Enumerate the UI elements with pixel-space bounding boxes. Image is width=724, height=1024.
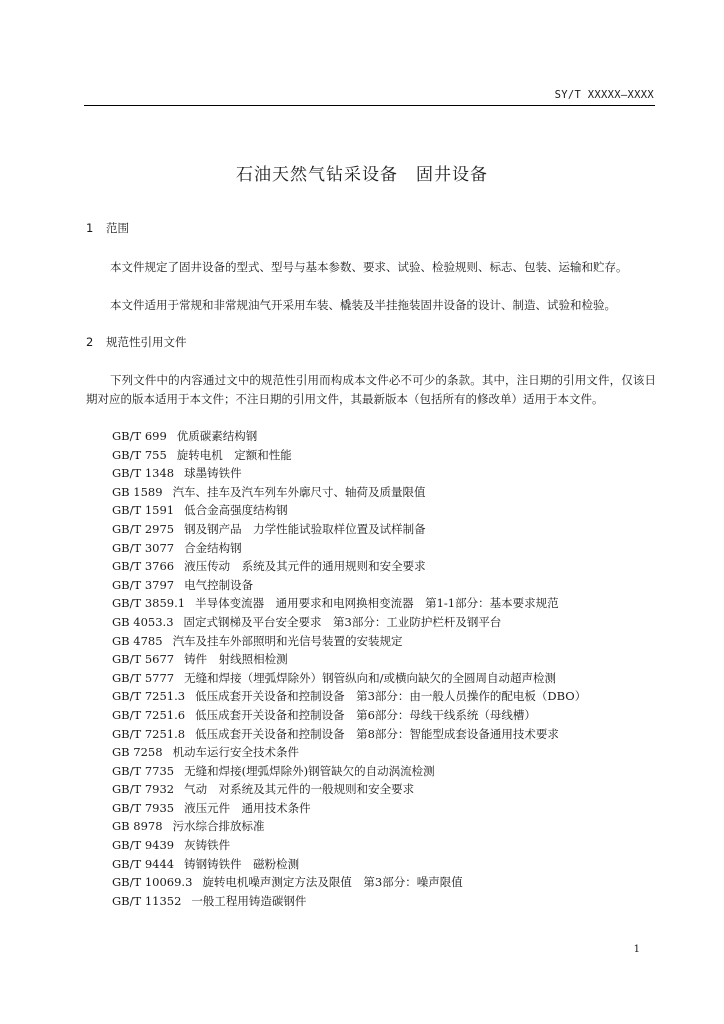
reference-item <box>112 725 672 744</box>
reference-item <box>112 650 672 669</box>
reference-code: GB 4785 <box>112 633 163 648</box>
reference-title: 无缝和焊接（埋弧焊除外）钢管纵向和/或横向缺欠的全圆周自动超声检测 <box>184 670 556 685</box>
reference-code: GB/T 1591 <box>112 503 175 518</box>
section-number: 2 <box>86 335 94 349</box>
reference-code: GB/T 7935 <box>112 800 175 815</box>
reference-title: 优质碳素结构钢 <box>176 429 258 443</box>
reference-title: 一般工程用铸造碳钢件 <box>191 893 307 908</box>
reference-code: GB/T 7251.8 <box>112 726 186 741</box>
document-title: 石油天然气钻采设备 固井设备 <box>236 165 488 185</box>
reference-code: GB 4053.3 <box>112 614 174 629</box>
reference-code: GB/T 699 <box>112 429 167 443</box>
section-title: 规范性引用文件 <box>106 335 187 349</box>
reference-item <box>112 557 672 576</box>
reference-code: GB/T 3766 <box>112 559 175 574</box>
reference-title: 液压传动 系统及其元件的通用规则和安全要求 <box>184 559 426 574</box>
reference-item <box>112 799 672 818</box>
reference-item <box>112 613 672 632</box>
reference-title: 无缝和焊接(埋弧焊除外)钢管缺欠的自动涡流检测 <box>184 763 435 778</box>
scope-paragraph-2: 本文件适用于常规和非常规油气开采用车装、橇装及半挂拖装固井设备的设计、制造、试验和检验。 <box>110 298 616 312</box>
reference-code: GB 1589 <box>112 484 163 499</box>
reference-code: GB/T 5677 <box>112 652 175 667</box>
reference-item <box>112 594 672 613</box>
reference-code: GB/T 7735 <box>112 763 175 778</box>
reference-code: GB/T 1348 <box>112 466 175 481</box>
reference-item <box>112 892 672 911</box>
reference-item <box>112 873 672 892</box>
reference-title: 旋转电机噪声测定方法及限值 第3部分：噪声限值 <box>202 875 463 890</box>
reference-code: GB/T 10069.3 <box>112 875 193 890</box>
scope-paragraph-1: 本文件规定了固井设备的型式、型号与基本参数、要求、试验、检验规则、标志、包装、运输和贮存。 <box>110 260 628 274</box>
reference-title: 半导体变流器 通用要求和电网换相变流器 第1-1部分：基本要求规范 <box>195 596 559 611</box>
reference-title: 汽车、挂车及汽车列车外廓尺寸、轴荷及质量限值 <box>172 484 426 499</box>
reference-title: 低压成套开关设备和控制设备 第3部分：由一般人员操作的配电板（DBO） <box>195 689 587 704</box>
reference-code: GB/T 5777 <box>112 670 175 685</box>
reference-code: GB 8978 <box>112 819 163 834</box>
reference-title: 低压成套开关设备和控制设备 第6部分：母线干线系统（母线槽） <box>195 707 536 722</box>
reference-title: 铸钢铸铁件 磁粉检测 <box>184 856 300 871</box>
reference-title: 灰铸铁件 <box>184 838 231 853</box>
reference-item <box>112 464 672 483</box>
standard-code: SY/T XXXXX—XXXX <box>554 89 654 101</box>
reference-code: GB/T 7251.3 <box>112 689 186 704</box>
reference-item <box>112 669 672 688</box>
reference-title: 低压成套开关设备和控制设备 第8部分：智能型成套设备通用技术要求 <box>195 726 559 741</box>
reference-title: 机动车运行安全技术条件 <box>172 745 300 760</box>
reference-title: 铸件 射线照相检测 <box>184 652 288 667</box>
references-intro: 下列文件中的内容通过文中的规范性引用而构成本文件必不可少的条款。其中，注日期的引用文件，仅该日期对应的版本适用于本文件；不注日期的引用文件，其最新版本（包括所有的修改单）适用于本文件。 <box>86 373 656 406</box>
reference-code: GB/T 2975 <box>112 521 175 536</box>
reference-title: 汽车及挂车外部照明和光信号装置的安装规定 <box>172 633 403 648</box>
reference-list <box>112 427 672 910</box>
section-title: 范围 <box>106 221 129 235</box>
reference-title: 电气控制设备 <box>184 577 254 592</box>
reference-item <box>112 501 672 520</box>
reference-title: 钢及钢产品 力学性能试验取样位置及试样制备 <box>184 521 426 536</box>
reference-code: GB/T 7251.6 <box>112 707 186 722</box>
reference-title: 低合金高强度结构钢 <box>184 503 288 518</box>
reference-title: 液压元件 通用技术条件 <box>184 800 311 815</box>
page-number: 1 <box>633 944 640 955</box>
reference-item <box>112 687 672 706</box>
reference-item <box>112 780 672 799</box>
reference-item <box>112 576 672 595</box>
reference-title: 球墨铸铁件 <box>184 466 242 481</box>
reference-title: 气动 对系统及其元件的一般规则和安全要求 <box>184 782 415 797</box>
reference-item <box>112 427 672 446</box>
header-rule <box>84 105 655 106</box>
reference-item <box>112 743 672 762</box>
reference-item <box>112 520 672 539</box>
reference-code: GB/T 9444 <box>112 856 175 871</box>
reference-title: 污水综合排放标准 <box>172 819 265 834</box>
reference-code: GB 7258 <box>112 745 163 760</box>
reference-title: 固定式钢梯及平台安全要求 第3部分：工业防护栏杆及钢平台 <box>183 614 502 629</box>
reference-item <box>112 817 672 836</box>
reference-item <box>112 483 672 502</box>
reference-code: GB/T 3859.1 <box>112 596 186 611</box>
reference-item <box>112 539 672 558</box>
reference-item <box>112 706 672 725</box>
reference-code: GB/T 11352 <box>112 893 182 908</box>
reference-title: 旋转电机 定额和性能 <box>176 447 292 462</box>
reference-code: GB/T 755 <box>112 447 167 462</box>
reference-item <box>112 632 672 651</box>
reference-code: GB/T 3077 <box>112 540 175 555</box>
reference-title: 合金结构钢 <box>184 540 242 555</box>
reference-code: GB/T 7932 <box>112 782 175 797</box>
reference-item <box>112 836 672 855</box>
reference-item <box>112 855 672 874</box>
reference-item <box>112 446 672 465</box>
section-heading-scope <box>86 220 129 236</box>
section-number: 1 <box>86 221 94 235</box>
reference-code: GB/T 3797 <box>112 577 175 592</box>
reference-code: GB/T 9439 <box>112 838 175 853</box>
reference-item <box>112 762 672 781</box>
section-heading-normative-references <box>86 334 187 350</box>
